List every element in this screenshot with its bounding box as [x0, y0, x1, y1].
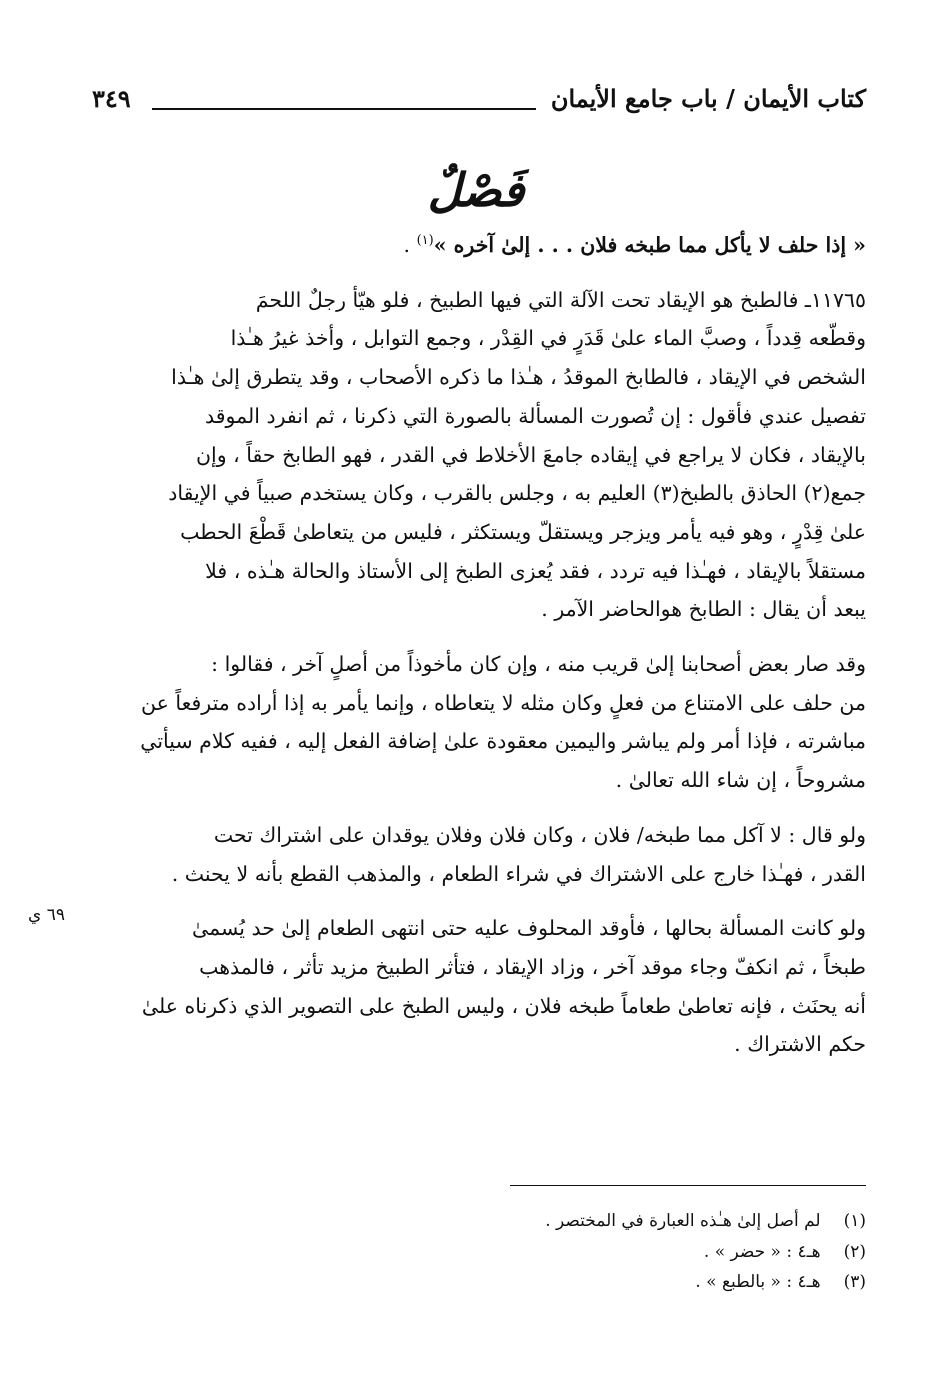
paragraph-line: ١١٧٦٥ـ فالطبخ هو الإيقاد تحت الآلة التي فيها الطبيخ ، فلو هيّأ رجلٌ اللحمَ	[255, 287, 866, 312]
paragraph-2	[82, 645, 866, 800]
paragraph-line: وقد صار بعض أصحابنا إلىٰ قريب منه ، وإن كان مأخوذاً من أصلٍ آخر ، فقالوا :	[211, 652, 866, 677]
margin-note: ٦٩ ي	[28, 905, 65, 925]
paragraph-line: ولو قال : لا آكل مما طبخه/ فلان ، وكان فلان وفلان يوقدان على اشتراك تحت	[213, 822, 866, 847]
paragraph-1	[82, 281, 866, 629]
footnote-rule	[510, 1185, 866, 1186]
paragraph-3	[82, 816, 866, 893]
footnote-item	[200, 1206, 866, 1237]
paragraph-line: تفصيل عندي فأقول : إن تُصورت المسألة بالصورة التي ذكرنا ، ثم انفرد الموقد	[204, 403, 866, 428]
paragraph-line: بالإيقاد ، فكان لا يراجع في إيقاده جامعَ الأخلاط في القدر ، فهو الطابخ حقاً ، وإن	[195, 442, 866, 467]
page-number: ٣٤٩	[92, 84, 131, 113]
heading-tail: .	[403, 233, 417, 257]
footnote-text: لم أصل إلىٰ هـٰذه العبارة في المختصر .	[545, 1211, 821, 1231]
paragraph-line: مباشرته ، فإذا أمر ولم يباشر واليمين معقودة علىٰ إضافة الفعل إليه ، ففيه كلام سيأتي	[140, 729, 866, 754]
footnote-item	[200, 1267, 866, 1298]
heading-footnote-ref: (١)	[416, 233, 434, 249]
paragraph-line: القدر ، فهـٰذا خارج على الاشتراك في شراء الطعام ، والمذهب القطع بأنه لا يحنث .	[171, 861, 866, 886]
paragraph-line: طبخاً ، ثم انكفّ وجاء موقد آخر ، وزاد الإيقاد ، فتأثر الطبيخ مزيد تأثر ، فالمذهب	[199, 954, 866, 979]
paragraph-line: مستقلاً بالإيقاد ، فهـٰذا فيه تردد ، فقد يُعزى الطبخ إلى الأستاذ والحالة هـٰذه ، فلا	[205, 558, 866, 583]
footnotes	[200, 1206, 866, 1298]
footnote-number: (٢)	[843, 1241, 866, 1262]
section-title: فَصْلٌ	[427, 163, 525, 217]
heading-text: « إذا حلف لا يأكل مما طبخه فلان . . . إلىٰ آخره »	[433, 233, 866, 257]
paragraph-line: مشروحاً ، إن شاء الله تعالىٰ .	[615, 768, 866, 793]
main-text	[82, 226, 866, 1064]
header-rule	[152, 108, 536, 110]
footnote-text: هـ٤ : « بالطبع » .	[695, 1272, 821, 1292]
running-header	[92, 80, 866, 120]
paragraph-line: من حلف على الامتناع من فعلٍ وكان مثله لا يتعاطاه ، وإنما يأمر به إذا أراده مترفعاً عن	[141, 690, 866, 715]
footnote-number: (٣)	[843, 1272, 866, 1292]
paragraph-4	[82, 909, 866, 1064]
paragraph-line: جمع(٢) الحاذق بالطبخ(٣) العليم به ، وجلس بالقرب ، وكان يستخدم صبياً في الإيقاد	[168, 481, 866, 506]
paragraph-line: علىٰ قِدْرٍ ، وهو فيه يأمر ويزجر ويستقلّ ويستكثر ، فليس من يتعاطىٰ قَطْعَ الحطب	[180, 519, 866, 544]
paragraph-line: وقطّعه قِدداً ، وصبَّ الماء علىٰ قَدَرٍ في القِدْر ، وجمع التوابل ، وأخذ غيرُ هـٰذا	[230, 326, 866, 351]
header-title: كتاب الأيمان / باب جامع الأيمان	[550, 84, 866, 113]
paragraph-line: أنه يحنَث ، فإنه تعاطىٰ طعاماً طبخه فلان ، وليس الطبخ على التصوير الذي ذكرناه علىٰ	[141, 993, 866, 1018]
paragraph-line: ولو كانت المسألة بحالها ، فأوقد المحلوف عليه حتى انتهى الطعام إلىٰ حد يُسمىٰ	[192, 916, 866, 941]
footnote-number: (١)	[843, 1211, 866, 1231]
paragraph-line: الشخص في الإيقاد ، فالطابخ الموقدُ ، هـٰذا ما ذكره الأصحاب ، وقد يتطرق إلىٰ هـٰذا	[171, 365, 866, 390]
paragraph-line: يبعد أن يقال : الطابخ هوالحاضر الآمر .	[541, 597, 866, 622]
footnote-item	[200, 1237, 866, 1268]
paragraph-line: حكم الاشتراك .	[734, 1032, 866, 1057]
footnote-text: هـ٤ : « حضر » .	[703, 1241, 821, 1262]
section-heading	[82, 226, 866, 265]
